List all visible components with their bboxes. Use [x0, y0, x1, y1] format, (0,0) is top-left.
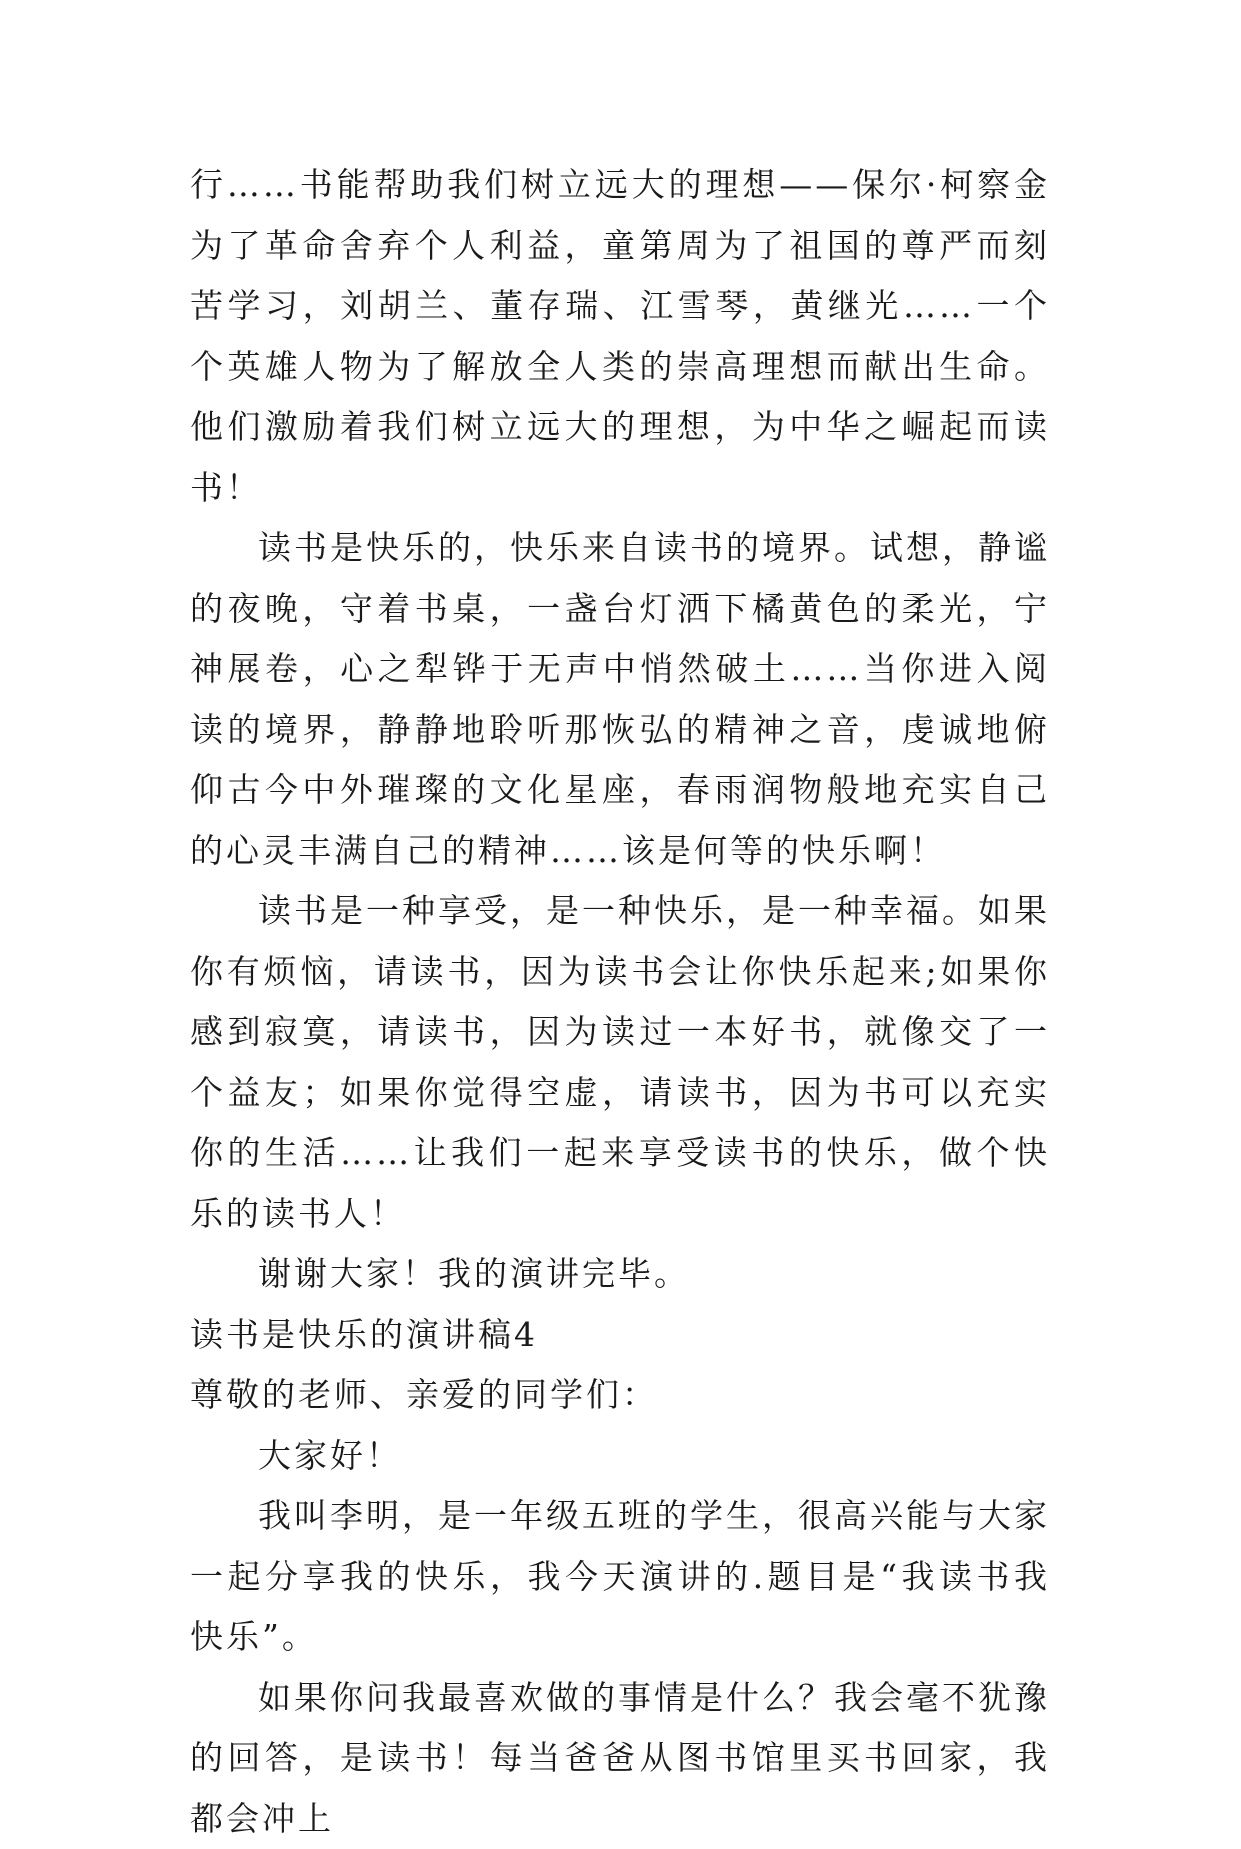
paragraph-heroes-ideals: 行……书能帮助我们树立远大的理想——保尔·柯察金为了革命舍弃个人利益，童第周为了祖国的尊严而刻苦学习，刘胡兰、董存瑞、江雪琴，黄继光……一个个英雄人物为了解放全人类的崇高理想而献出生命。他们激励着我们树立远大的理想，为中华之崛起而读书！ [190, 155, 1050, 518]
paragraph-reading-enjoyment: 读书是一种享受，是一种快乐，是一种幸福。如果你有烦恼，请读书，因为读书会让你快乐起来;如果你感到寂寞，请读书，因为读过一本好书，就像交了一个益友；如果你觉得空虚，请读书，因为书可以充实你的生活……让我们一起来享受读书的快乐，做个快乐的读书人！ [190, 881, 1050, 1244]
section-title: 读书是快乐的演讲稿4 [190, 1305, 1050, 1366]
paragraph-reading-realm: 读书是快乐的，快乐来自读书的境界。试想，静谧的夜晚，守着书桌，一盏台灯洒下橘黄色的柔光，宁神展卷，心之犁铧于无声中悄然破土……当你进入阅读的境界，静静地聆听那恢弘的精神之音，虔诚地俯仰古今中外璀璨的文化星座，春雨润物般地充实自己的心灵丰满自己的精神……该是何等的快乐啊！ [190, 518, 1050, 881]
document-body [190, 155, 1050, 1849]
paragraph-self-introduction: 我叫李明，是一年级五班的学生，很高兴能与大家一起分享我的快乐，我今天演讲的.题目是“我读书我快乐”。 [190, 1486, 1050, 1668]
paragraph-favorite-thing: 如果你问我最喜欢做的事情是什么？我会毫不犹豫的回答，是读书！每当爸爸从图书馆里买书回家，我都会冲上 [190, 1668, 1050, 1849]
salutation: 尊敬的老师、亲爱的同学们： [190, 1365, 1050, 1426]
paragraph-thanks: 谢谢大家！我的演讲完毕。 [190, 1244, 1050, 1305]
greeting: 大家好！ [190, 1426, 1050, 1487]
